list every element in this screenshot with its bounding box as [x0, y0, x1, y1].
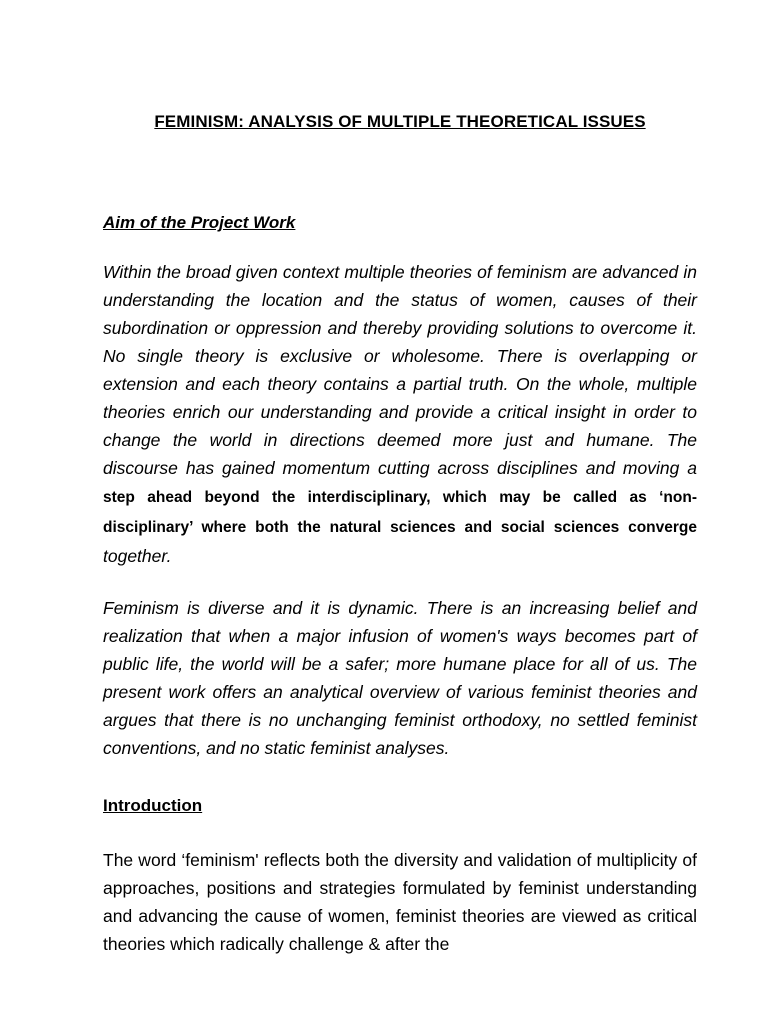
aim-paragraph-1 — [103, 258, 697, 570]
document-title: FEMINISM: ANALYSIS OF MULTIPLE THEORETICAL ISSUES — [154, 112, 646, 131]
aim-paragraph-1-emphasis: step ahead beyond the interdisciplinary, which may be called as ‘non-disciplinary’ where both the natural sciences and social sciences converge — [103, 489, 697, 536]
introduction-paragraph: The word ‘feminism' reflects both the diversity and validation of multiplicity of approaches, positions and strategies formulated by feminist understanding and advancing the cause of women, feminist theories are viewed as critical theories which radically challenge & after the — [103, 850, 697, 954]
aim-heading: Aim of the Project Work — [103, 213, 296, 232]
aim-paragraph-1-lead: Within the broad given context multiple theories of feminism are advanced in understanding the location and the status of women, causes of their subordination or oppression and thereby providing solutions to overcome it. No single theory is exclusive or wholesome. There is overlapping or extension and each theory contains a partial truth. On the whole, multiple theories enrich our understanding and provide a critical insight in order to change the world in directions deemed more just and humane. The discourse has gained momentum cutting across disciplines and moving a — [103, 262, 697, 478]
aim-paragraph-1-tail: together. — [103, 546, 172, 566]
introduction-heading: Introduction — [103, 796, 203, 815]
aim-paragraph-2: Feminism is diverse and it is dynamic. There is an increasing belief and realization that when a major infusion of women's ways becomes part of public life, the world will be a safer; more humane place for all of us. The present work offers an analytical overview of various feminist theories and argues that there is no unchanging feminist orthodoxy, no settled feminist conventions, and no static feminist analyses. — [103, 598, 697, 758]
